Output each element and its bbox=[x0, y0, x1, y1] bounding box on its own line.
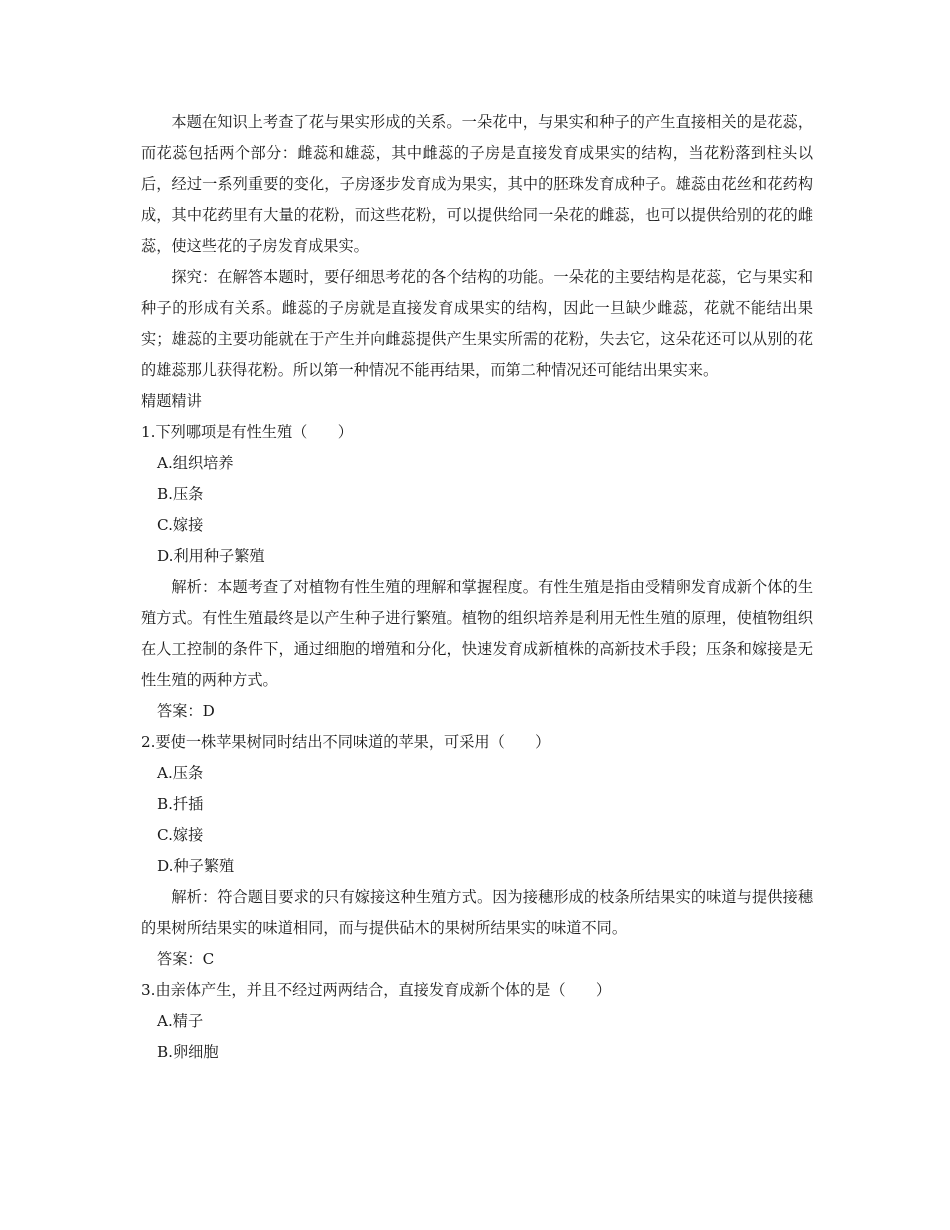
question-2-option-c: C.嫁接 bbox=[157, 826, 204, 844]
section-title: 精题精讲 bbox=[141, 392, 202, 410]
question-3-option-b: B.卵细胞 bbox=[157, 1043, 219, 1061]
intro-paragraph-2: 探究：在解答本题时，要仔细思考花的各个结构的功能。一朵花的主要结构是花蕊，它与果实和种子的形成有关系。雌蕊的子房就是直接发育成果实的结构，因此一旦缺少雌蕊，花就不能结出果实；雄蕊的主要功能就在于产生并向雌蕊提供产生果实所需的花粉，失去它，这朵花还可以从别的花的雄蕊那儿获得花粉。所以第一种情况不能再结果，而第二种情况还可能结出果实来。 bbox=[141, 268, 813, 379]
document-page bbox=[141, 107, 813, 1068]
question-3-option-a: A.精子 bbox=[157, 1012, 204, 1030]
question-2-option-b: B.扦插 bbox=[157, 795, 204, 813]
intro-paragraph-1: 本题在知识上考查了花与果实形成的关系。一朵花中，与果实和种子的产生直接相关的是花蕊，而花蕊包括两个部分：雌蕊和雄蕊，其中雌蕊的子房是直接发育成果实的结构，当花粉落到柱头以后，经过一系列重要的变化，子房逐步发育成为果实，其中的胚珠发育成种子。雄蕊由花丝和花药构成，其中花药里有大量的花粉，而这些花粉，可以提供给同一朵花的雌蕊，也可以提供给别的花的雌蕊，使这些花的子房发育成果实。 bbox=[141, 113, 813, 255]
question-1-analysis: 解析：本题考查了对植物有性生殖的理解和掌握程度。有性生殖是指由受精卵发育成新个体的生殖方式。有性生殖最终是以产生种子进行繁殖。植物的组织培养是利用无性生殖的原理，使植物组织在人工控制的条件下，通过细胞的增殖和分化，快速发育成新植株的高新技术手段；压条和嫁接是无性生殖的两种方式。 bbox=[141, 578, 813, 689]
question-1-answer: 答案：D bbox=[157, 702, 215, 720]
question-3-stem: 3.由亲体产生，并且不经过两两结合，直接发育成新个体的是（ ） bbox=[141, 981, 612, 999]
question-2-answer: 答案：C bbox=[157, 950, 215, 968]
question-1-option-a: A.组织培养 bbox=[157, 454, 234, 472]
question-2-stem: 2.要使一株苹果树同时结出不同味道的苹果，可采用（ ） bbox=[141, 733, 551, 751]
question-2-analysis: 解析：符合题目要求的只有嫁接这种生殖方式。因为接穗形成的枝条所结果实的味道与提供接穗的果树所结果实的味道相同，而与提供砧木的果树所结果实的味道不同。 bbox=[141, 888, 813, 937]
question-2-option-d: D.种子繁殖 bbox=[157, 857, 235, 875]
question-1-option-d: D.利用种子繁殖 bbox=[157, 547, 265, 565]
question-2-option-a: A.压条 bbox=[157, 764, 204, 782]
question-1-option-b: B.压条 bbox=[157, 485, 204, 503]
question-1-option-c: C.嫁接 bbox=[157, 516, 204, 534]
question-1-stem: 1.下列哪项是有性生殖（ ） bbox=[141, 423, 353, 441]
